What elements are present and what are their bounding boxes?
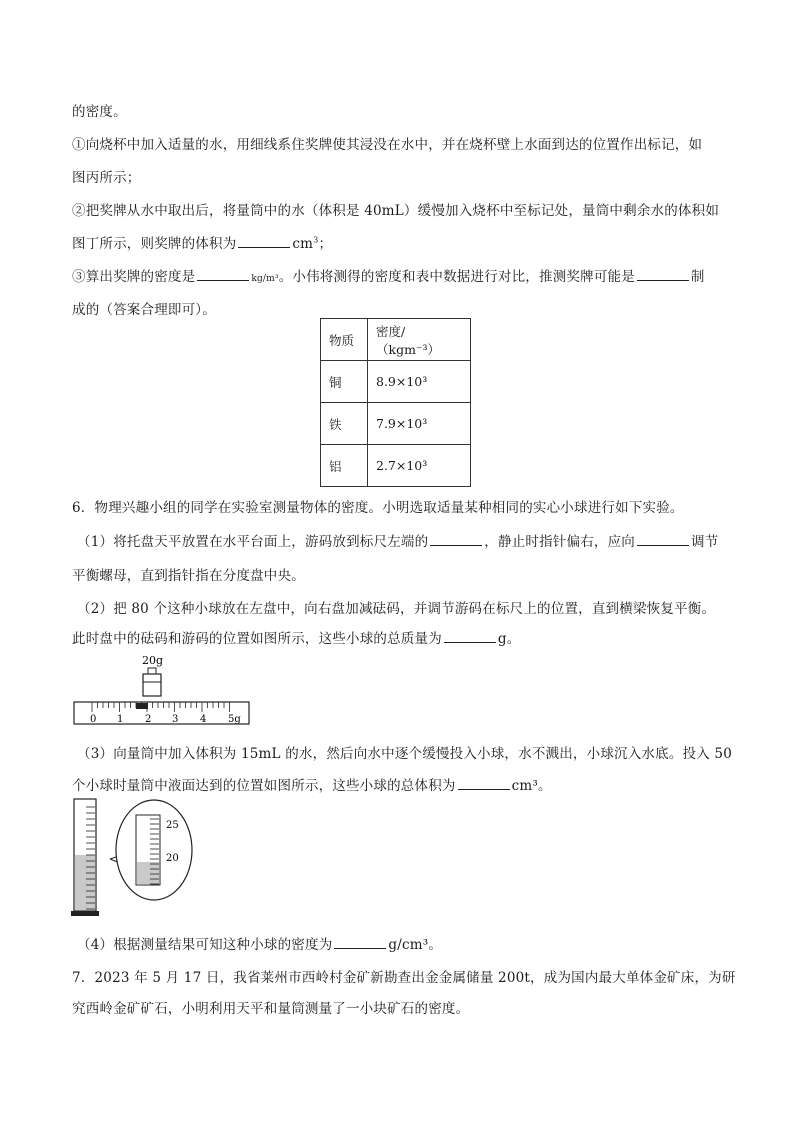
text-line: ②把奖牌从水中取出后，将量筒中的水（体积是 40mL）缓慢加入烧杯中至标记处，量筒中剩余水的体积如 [72, 203, 720, 219]
tick-label: 1 [117, 714, 124, 725]
table-cell: 7.9×10³ [368, 403, 471, 445]
ruler-ticks [92, 702, 230, 712]
tick-label: 5g [228, 714, 241, 725]
table-cell: 8.9×10³ [368, 361, 471, 403]
text-line: 个小球时量筒中液面达到的位置如图所示，这些小球的总体积为 cm³。 [72, 778, 552, 794]
question-6-stem: 6．物理兴趣小组的同学在实验室测量物体的密度。小明选取适量某种相同的实心小球进行如下实验。 [72, 500, 684, 516]
scale-label: 25 [166, 820, 179, 831]
tick-label: 0 [90, 714, 97, 725]
weight-icon [143, 668, 161, 696]
scale-label: 20 [166, 853, 179, 864]
answer-blank[interactable] [334, 936, 386, 949]
table-row [321, 403, 471, 445]
table-header-row [321, 319, 471, 361]
text-line: （2）把 80 个这种小球放在左盘中，向右盘加减砝码，并调节游码在标尺上的位置，直到横梁恢复平衡。 [77, 601, 716, 617]
tick-label: 4 [200, 714, 207, 725]
cylinder-icon [71, 799, 99, 916]
answer-blank[interactable] [444, 630, 496, 643]
table-cell: 铝 [321, 445, 368, 487]
table-header-cell: 密度/（kgm⁻³） [368, 319, 471, 361]
text-line: 图丁所示，则奖牌的体积为 $cm^3$； [72, 235, 333, 252]
graduated-cylinder-figure [70, 795, 195, 920]
tick-label: 3 [172, 714, 179, 725]
text-line: （1）将托盘天平放置在水平台面上，游码放到标尺左端的 ，静止时指针偏右，应向 调节 [77, 534, 719, 550]
text-line: 此时盘中的砝码和游码的位置如图所示，这些小球的总质量为 g。 [72, 631, 521, 647]
table-cell: 2.7×10³ [368, 445, 471, 487]
text-line: 的密度。 [72, 104, 127, 120]
answer-blank[interactable] [238, 235, 290, 248]
table-cell: 铁 [321, 403, 368, 445]
table-row [321, 445, 471, 487]
answer-blank[interactable] [637, 533, 689, 546]
text-line: 平衡螺母，直到指针指在分度盘中央。 [72, 568, 305, 584]
ruler-scale [74, 702, 249, 724]
text-line: 成的（答案合理即可）。 [72, 302, 216, 318]
text-line: 图丙所示； [72, 170, 141, 186]
answer-blank[interactable] [458, 777, 510, 790]
text-line: ①向烧杯中加入适量的水，用细线系住奖牌使其浸没在水中，并在烧杯壁上水面到达的位置作出标记，如 [72, 137, 703, 153]
text-line: 究西岭金矿矿石，小明利用天平和量筒测量了一小块矿石的密度。 [72, 1001, 470, 1017]
weight-label: 20g [142, 654, 164, 667]
tick-label: 2 [145, 714, 152, 725]
balance-ruler-figure [72, 652, 252, 727]
answer-blank[interactable] [430, 533, 482, 546]
table-header-cell: 物质 [321, 319, 368, 361]
density-table [320, 318, 471, 487]
text-line: （3）向量筒中加入体积为 15mL 的水，然后向水中逐个缓慢投入小球，水不溅出，小球沉入水底。投入 50 [77, 746, 732, 762]
rider-slider [136, 703, 148, 709]
text-line: （4）根据测量结果可知这种小球的密度为 g/cm³。 [77, 937, 443, 953]
answer-blank[interactable] [197, 268, 249, 281]
table-row [321, 361, 471, 403]
table-cell: 铜 [321, 361, 368, 403]
answer-blank[interactable] [637, 268, 689, 281]
text-line: ③算出奖牌的密度是 kg/m³。小伟将测得的密度和表中数据进行对比，推测奖牌可能是 制 [72, 269, 705, 285]
question-7-stem: 7．2023 年 5 月 17 日，我省莱州市西岭村金矿新勘查出金金属储量 200t，成为国内最大单体金矿床，为研 [72, 970, 736, 986]
